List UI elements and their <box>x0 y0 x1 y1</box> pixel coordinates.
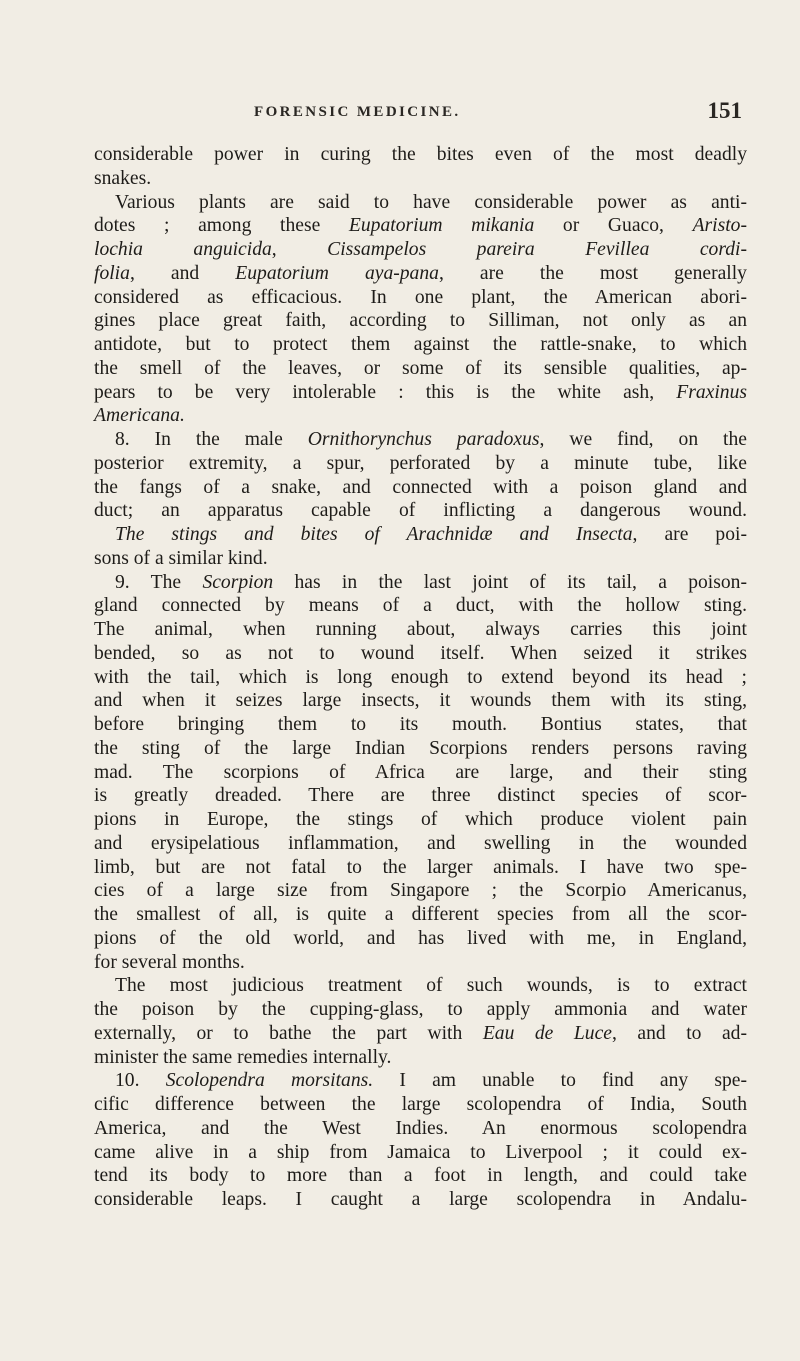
text-line <box>94 547 747 571</box>
text-line <box>94 1188 747 1212</box>
text-line <box>94 666 747 690</box>
text-line <box>94 713 747 737</box>
text-run: snakes. <box>94 167 152 189</box>
text-run: 9. The <box>115 571 203 593</box>
text-run: antidote, but to protect them against the rattle-snake, to which <box>94 334 747 355</box>
text-line <box>94 927 747 951</box>
text-run: externally, or to bathe the part with <box>94 1022 483 1044</box>
text-run: America, and the West Indies. An enormous scolopendra <box>94 1117 747 1139</box>
text-run: and when it seizes large insects, it wounds them with its sting, <box>94 690 747 712</box>
text-run: 8. In the male <box>115 429 308 450</box>
text-run: , we find, on the <box>539 429 747 450</box>
text-line <box>94 761 747 785</box>
text-line <box>94 499 747 523</box>
text-run: gines place great faith, according to Silliman, not only as an <box>94 310 747 332</box>
running-head-title: FORENSIC MEDICINE. <box>254 104 461 120</box>
text-run: bended, so as not to wound itself. When seized it strikes <box>94 642 747 664</box>
text-line <box>94 856 747 880</box>
italic-text: Americana. <box>94 405 185 427</box>
text-line <box>94 1046 747 1070</box>
italic-text: lochia anguicida <box>94 239 272 260</box>
running-head <box>96 100 744 130</box>
text-run: the smallest of all, is quite a different species from all the scor- <box>94 904 747 925</box>
text-run: has in the last joint of its tail, a poison- <box>273 571 747 593</box>
italic-text: Aristo- <box>692 215 747 237</box>
text-run: the sting of the large Indian Scorpions renders persons raving <box>94 737 747 759</box>
text-run: pears to be very intolerable : this is the white ash, <box>94 381 677 403</box>
text-run: considerable leaps. I caught a large scolopendra in Andalu- <box>94 1189 747 1210</box>
text-run: considered as efficacious. In one plant, the American abori- <box>94 286 747 308</box>
text-run: the poison by the cupping-glass, to apply ammonia and water <box>94 999 747 1020</box>
text-run: 10. <box>115 1070 166 1092</box>
text-run: for several months. <box>94 951 245 973</box>
text-run: , are the most generally <box>438 262 747 284</box>
text-line <box>94 309 747 333</box>
italic-text: Eupatorium mikania <box>348 215 535 237</box>
italic-text: Scolopendra morsitans. <box>165 1070 374 1092</box>
text-line <box>94 1093 747 1117</box>
text-line <box>94 737 747 761</box>
text-run: cies of a large size from Singapore ; the Scorpio Americanus, <box>94 880 747 902</box>
text-run: mad. The scorpions of Africa are large, and their sting <box>94 761 747 783</box>
text-line <box>94 1141 747 1165</box>
text-line <box>94 428 747 452</box>
italic-text: Eupatorium aya-pana <box>235 262 439 284</box>
italic-text: Ornithorynchus paradoxus <box>307 429 540 450</box>
text-line <box>94 191 747 215</box>
text-run: pions in Europe, the stings of which produce violent pain <box>94 809 747 830</box>
text-line <box>94 452 747 476</box>
page-number: 151 <box>707 98 742 123</box>
text-line <box>94 903 747 927</box>
text-run: and erysipelatious inflammation, and swelling in the wounded <box>94 832 747 854</box>
text-line <box>94 357 747 381</box>
text-line <box>94 381 747 405</box>
text-line <box>94 1117 747 1141</box>
text-run: or Guaco, <box>534 215 693 237</box>
text-run: , and to ad- <box>612 1022 747 1044</box>
text-line <box>94 167 747 191</box>
text-run: I am unable to find any spe- <box>373 1070 748 1092</box>
text-run: Various plants are said to have considerable power as anti- <box>115 191 747 213</box>
text-line <box>94 238 747 262</box>
text-line <box>94 404 747 428</box>
text-run: limb, but are not fatal to the larger animals. I have two spe- <box>94 856 747 878</box>
text-run: , <box>271 239 328 260</box>
text-line <box>94 689 747 713</box>
text-run: with the tail, which is long enough to extend beyond its head ; <box>94 666 747 688</box>
text-run: the smell of the leaves, or some of its sensible qualities, ap- <box>94 357 747 379</box>
text-line <box>94 832 747 856</box>
text-run: the fangs of a snake, and connected with a poison gland and <box>94 476 747 498</box>
text-line <box>94 951 747 975</box>
italic-text: folia <box>94 262 130 284</box>
text-run: minister the same remedies internally. <box>94 1046 392 1068</box>
text-run: duct; an apparatus capable of inflicting a dangerous wound. <box>94 500 747 522</box>
text-run: considerable power in curing the bites even of the most deadly <box>94 144 747 165</box>
text-line <box>94 618 747 642</box>
text-run: dotes ; among these <box>94 215 349 237</box>
text-line <box>94 262 747 286</box>
text-line <box>94 143 747 167</box>
text-line <box>94 974 747 998</box>
text-run: pions of the old world, and has lived with me, in England, <box>94 927 747 949</box>
text-line <box>94 1022 747 1046</box>
text-line <box>94 214 747 238</box>
italic-text: Scorpion <box>202 571 274 593</box>
text-run: is greatly dreaded. There are three distinct species of scor- <box>94 785 747 807</box>
text-line <box>94 808 747 832</box>
text-line <box>94 784 747 808</box>
text-line <box>94 286 747 310</box>
text-line <box>94 998 747 1022</box>
text-line <box>94 1164 747 1188</box>
text-line <box>94 571 747 595</box>
text-line <box>94 594 747 618</box>
text-run: came alive in a ship from Jamaica to Liverpool ; it could ex- <box>94 1141 747 1163</box>
text-run: tend its body to more than a foot in length, and could take <box>94 1165 747 1187</box>
text-run: sons of a similar kind. <box>94 547 268 569</box>
text-line <box>94 333 747 357</box>
text-run: , and <box>129 262 236 284</box>
italic-text: The stings and bites of Arachnidæ and Insecta <box>115 524 633 545</box>
text-line <box>94 642 747 666</box>
text-run: posterior extremity, a spur, perforated by a minute tube, like <box>94 452 747 474</box>
italic-text: Cissampelos pareira Fevillea cordi- <box>327 239 747 260</box>
italic-text: Fraxinus <box>676 381 747 403</box>
text-run: The animal, when running about, always carries this joint <box>94 619 747 640</box>
text-run: The most judicious treatment of such wounds, is to extract <box>115 975 747 997</box>
text-line <box>94 879 747 903</box>
text-line <box>94 476 747 500</box>
italic-text: Eau de Luce <box>482 1022 612 1044</box>
text-run: gland connected by means of a duct, with the hollow sting. <box>94 595 747 617</box>
text-run: before bringing them to its mouth. Bontius states, that <box>94 714 747 735</box>
text-run: cific difference between the large scolopendra of India, South <box>94 1094 747 1115</box>
text-line <box>94 1069 747 1093</box>
text-run: , are poi- <box>632 524 747 545</box>
body-text <box>94 143 747 1212</box>
text-line <box>94 523 747 547</box>
